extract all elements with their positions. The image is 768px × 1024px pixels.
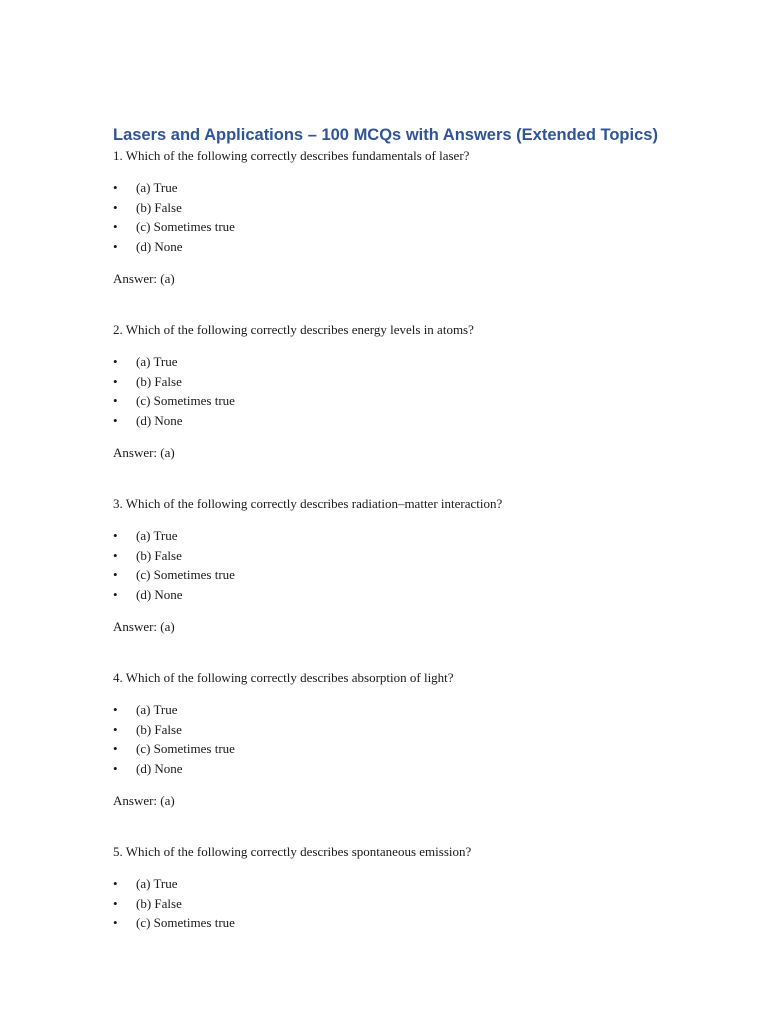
option-label: (c) Sometimes true (136, 219, 235, 234)
option-label: (b) False (136, 547, 182, 563)
option-label: (c) Sometimes true (136, 915, 235, 930)
bullet-icon: • (113, 741, 118, 756)
bullet-icon: • (113, 354, 118, 369)
question-4 (113, 668, 713, 810)
option-label: (b) False (136, 721, 182, 737)
spacer (113, 810, 713, 842)
bullet-icon: • (113, 412, 118, 428)
spacer (113, 288, 713, 320)
option-item (113, 874, 713, 894)
option-label: (b) False (136, 199, 182, 215)
option-item (113, 720, 713, 740)
question-text: 1. Which of the following correctly describes fundamentals of laser? (113, 148, 470, 163)
option-item (113, 759, 713, 779)
bullet-icon: • (113, 180, 118, 195)
option-item (113, 700, 713, 720)
question-5 (113, 842, 713, 933)
option-list (113, 526, 713, 604)
option-label: (a) True (136, 180, 178, 195)
option-item (113, 894, 713, 914)
option-label: (c) Sometimes true (136, 567, 235, 582)
option-list (113, 700, 713, 778)
bullet-icon: • (113, 915, 118, 930)
option-item (113, 217, 713, 237)
question-text: 3. Which of the following correctly describes radiation–matter interaction? (113, 496, 503, 511)
option-item (113, 411, 713, 431)
option-item (113, 178, 713, 198)
question-text: 2. Which of the following correctly describes energy levels in atoms? (113, 322, 474, 337)
spacer (113, 636, 713, 668)
bullet-icon: • (113, 586, 118, 602)
option-label: (b) False (136, 895, 182, 911)
bullet-icon: • (113, 528, 118, 543)
bullet-icon: • (113, 760, 118, 776)
question-text: 5. Which of the following correctly describes spontaneous emission? (113, 844, 472, 859)
option-item (113, 237, 713, 257)
option-label: (a) True (136, 354, 178, 369)
option-item (113, 526, 713, 546)
answer-text: Answer: (a) (113, 271, 175, 286)
question-text: 4. Which of the following correctly describes absorption of light? (113, 670, 454, 685)
option-label: (d) None (136, 760, 183, 776)
question-2 (113, 320, 713, 462)
option-item (113, 198, 713, 218)
option-item (113, 585, 713, 605)
option-item (113, 352, 713, 372)
answer-text: Answer: (a) (113, 619, 175, 634)
document-page (113, 124, 713, 933)
question-3 (113, 494, 713, 636)
spacer (113, 462, 713, 494)
option-label: (a) True (136, 702, 178, 717)
document-title: Lasers and Applications – 100 MCQs with Answers (Extended Topics) (113, 126, 658, 144)
option-label: (d) None (136, 586, 183, 602)
bullet-icon: • (113, 393, 118, 408)
question-1 (113, 146, 713, 288)
option-item (113, 546, 713, 566)
option-list (113, 352, 713, 430)
bullet-icon: • (113, 199, 118, 215)
option-label: (d) None (136, 238, 183, 254)
bullet-icon: • (113, 547, 118, 563)
option-label: (a) True (136, 528, 178, 543)
option-list (113, 874, 713, 933)
bullet-icon: • (113, 219, 118, 234)
option-item (113, 565, 713, 585)
option-list (113, 178, 713, 256)
answer-text: Answer: (a) (113, 445, 175, 460)
option-item (113, 391, 713, 411)
option-label: (b) False (136, 373, 182, 389)
bullet-icon: • (113, 238, 118, 254)
bullet-icon: • (113, 876, 118, 891)
option-label: (a) True (136, 876, 178, 891)
bullet-icon: • (113, 567, 118, 582)
option-label: (d) None (136, 412, 183, 428)
bullet-icon: • (113, 702, 118, 717)
answer-text: Answer: (a) (113, 793, 175, 808)
bullet-icon: • (113, 895, 118, 911)
bullet-icon: • (113, 721, 118, 737)
option-label: (c) Sometimes true (136, 741, 235, 756)
bullet-icon: • (113, 373, 118, 389)
option-label: (c) Sometimes true (136, 393, 235, 408)
option-item (113, 739, 713, 759)
option-item (113, 913, 713, 933)
option-item (113, 372, 713, 392)
